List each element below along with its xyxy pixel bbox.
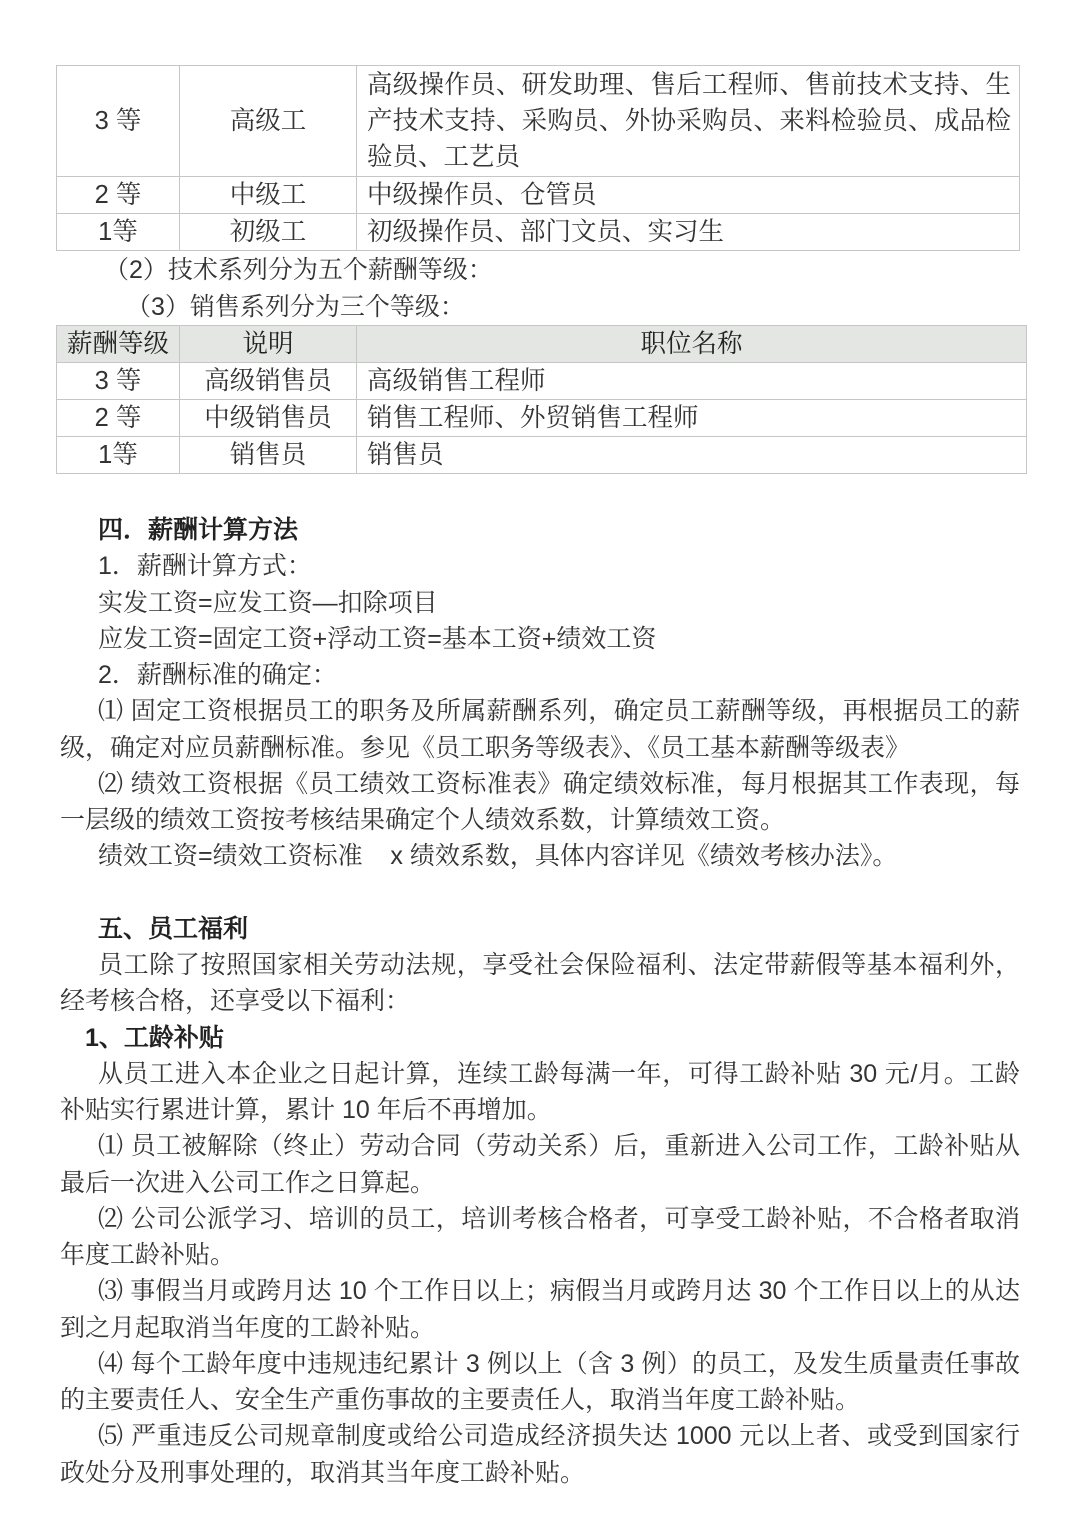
calc-method-label: 1．薪酬计算方式： <box>98 552 312 581</box>
positions-cell: 销售工程师、外贸销售工程师 <box>357 400 1027 437</box>
performance-pay-formula: 绩效工资=绩效工资标准 x 绩效系数，具体内容详见《绩效考核办法》。 <box>98 842 898 871</box>
table-header-cell: 职位名称 <box>357 326 1027 363</box>
blank-line <box>0 875 1080 911</box>
title-text: 中级工 <box>229 181 307 209</box>
seniority-rule-line: 年度工龄补贴。 <box>60 1241 236 1269</box>
positions-line: 产技术支持、采购员、外协采购员、来料检验员、成品检 <box>367 107 1011 135</box>
positions-line: 高级操作员、研发助理、售后工程师、售前技术支持、生 <box>367 71 1011 99</box>
seniority-rule-line: ⑵ 公司公派学习、培训的员工，培训考核合格者，可享受工龄补贴，不合格者取消 <box>98 1204 1020 1233</box>
fixed-pay-rule-line: 级，确定对应员薪酬标准。参见《员工职务等级表》、《员工基本薪酬等级表》 <box>60 733 911 762</box>
table-header-cell: 薪酬等级 <box>57 326 180 363</box>
title-cell: 高级销售员 <box>180 363 357 400</box>
positions-cell: 销售员 <box>357 437 1027 474</box>
performance-pay-rule-line: ⑵ 绩效工资根据《员工绩效工资标准表》确定绩效标准，每月根据其工作表现，每 <box>98 769 1020 798</box>
table-row <box>57 437 1027 474</box>
seniority-allowance-line: 从员工进入本企业之日起计算，连续工龄每满一年，可得工龄补贴 30 元/月。工龄 <box>98 1059 1020 1088</box>
gross-pay-formula: 应发工资=固定工资+浮动工资=基本工资+绩效工资 <box>98 624 657 653</box>
net-pay-formula: 实发工资=应发工资—扣除项目 <box>98 588 438 617</box>
seniority-rule-line: ⑸ 严重违反公司规章制度或给公司造成经济损失达 1000 元以上者、或受到国家行 <box>98 1422 1020 1451</box>
title-cell: 中级销售员 <box>180 400 357 437</box>
sales-grade-table <box>56 325 1027 474</box>
table-row <box>57 363 1027 400</box>
section4-heading: 四．薪酬计算方法 <box>98 516 299 544</box>
seniority-rule-line: 的主要责任人、安全生产重伤事故的主要责任人，取消当年度工龄补贴。 <box>60 1386 861 1414</box>
grade-text: 3 等 <box>94 107 142 135</box>
standard-label: 2．薪酬标准的确定： <box>98 661 337 689</box>
title-cell <box>180 177 357 214</box>
technical-series-note: （2）技术系列分为五个薪酬等级： <box>104 256 493 284</box>
table-row <box>57 66 1020 177</box>
seniority-allowance-line: 补贴实行累进计算，累计 10 年后不再增加。 <box>60 1096 552 1124</box>
positions-cell <box>357 66 1020 177</box>
positions-cell <box>357 214 1020 251</box>
seniority-rule-line: ⑶ 事假当月或跨月达 10 个工作日以上；病假当月或跨月达 30 个工作日以上的从达 <box>98 1277 1020 1306</box>
title-cell <box>180 214 357 251</box>
table-header-cell: 说明 <box>180 326 357 363</box>
positions-cell: 高级销售工程师 <box>357 363 1027 400</box>
seniority-rule-line: 最后一次进入公司工作之日算起。 <box>60 1168 436 1197</box>
title-cell: 销售员 <box>180 437 357 474</box>
title-text: 高级工 <box>229 107 307 135</box>
performance-pay-rule-line: 一层级的绩效工资按考核结果确定个人绩效系数，计算绩效工资。 <box>60 806 786 834</box>
grade-cell: 2 等 <box>57 400 180 437</box>
positions-line: 中级操作员、仓管员 <box>367 181 597 209</box>
benefits-intro-line: 员工除了按照国家相关劳动法规，享受社会保险福利、法定带薪假等基本福利外， <box>98 951 1020 979</box>
grade-cell <box>57 214 180 251</box>
grade-text: 1等 <box>98 218 138 246</box>
grade-cell <box>57 177 180 214</box>
positions-cell <box>357 177 1020 214</box>
grade-cell: 1等 <box>57 437 180 474</box>
benefits-intro-line: 经考核合格，还享受以下福利： <box>60 987 411 1016</box>
positions-line: 初级操作员、部门文员、实习生 <box>367 218 725 246</box>
grade-text: 2 等 <box>94 181 142 209</box>
table-row <box>57 214 1020 251</box>
seniority-rule-line: 到之月起取消当年度的工龄补贴。 <box>60 1313 436 1342</box>
sales-series-note: （3）销售系列分为三个等级： <box>126 293 465 321</box>
fixed-pay-rule-line: ⑴ 固定工资根据员工的职务及所属薪酬系列，确定员工薪酬等级，再根据员工的薪 <box>98 697 1020 726</box>
table-row <box>57 177 1020 214</box>
seniority-rule-line: ⑷ 每个工龄年度中违规违纪累计 3 例以上（含 3 例）的员工，及发生质量责任事故 <box>98 1349 1020 1378</box>
seniority-subheading: 1、工龄补贴 <box>85 1023 224 1052</box>
document-body <box>0 512 1080 1491</box>
grade-cell <box>57 66 180 177</box>
seniority-rule-line: ⑴ 员工被解除（终止）劳动合同（劳动关系）后，重新进入公司工作，工龄补贴从 <box>98 1132 1020 1161</box>
title-text: 初级工 <box>229 218 307 246</box>
seniority-rule-line: 政处分及刑事处理的，取消其当年度工龄补贴。 <box>60 1458 586 1487</box>
title-cell <box>180 66 357 177</box>
section5-heading: 五、员工福利 <box>98 914 249 943</box>
worker-grade-table <box>56 65 1020 251</box>
table-row <box>57 400 1027 437</box>
grade-cell: 3 等 <box>57 363 180 400</box>
positions-line: 验员、工艺员 <box>367 143 521 171</box>
table-header-row <box>57 326 1027 363</box>
